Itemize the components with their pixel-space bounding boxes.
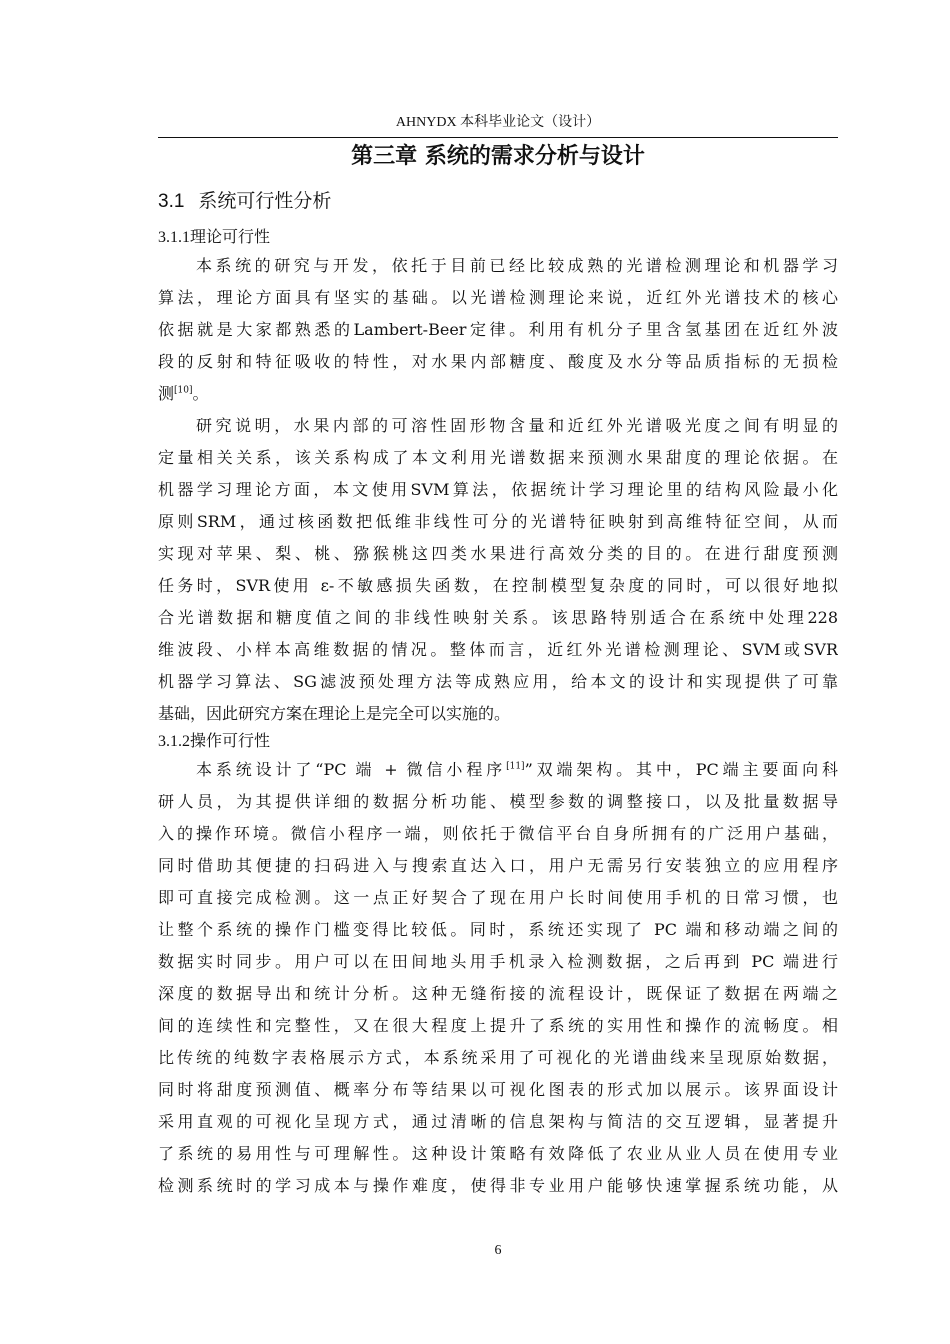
paragraph-line: 基础，因此研究方案在理论上是完全可以实施的。 [158,704,511,723]
paragraph-line [158,754,838,786]
paragraph-line: 让整个系统的操作门槛变得比较低。同时，系统还实现了 PC 端和移动端之间的 [158,920,838,939]
paragraph-line: 算法，理论方面具有坚实的基础。以光谱检测理论来说，近红外光谱技术的核心 [158,288,838,307]
paragraph-line: 即可直接完成检测。这一点正好契合了现在用户长时间使用手机的日常习惯，也 [158,888,838,907]
paragraph-line: 间的连续性和完整性，又在很大程度上提升了系统的实用性和操作的流畅度。相 [158,1016,838,1035]
paragraph-line: 同时借助其便捷的扫码进入与搜索直达入口，用户无需另行安装独立的应用程序 [158,856,838,875]
paragraph-line [158,378,838,410]
line-text: 测 [158,384,175,403]
paragraph-line: 原则SRM，通过核函数把低维非线性可分的光谱特征映射到高维特征空间，从而 [158,512,838,531]
paragraph-theory-1 [158,250,838,410]
subsection-heading-3-1-2 [158,726,270,757]
paragraph-theory-2 [158,410,838,730]
subsection-number: 3.1.1 [158,229,190,246]
paragraph-line: 同时将甜度预测值、概率分布等结果以可视化图表的形式加以展示。该界面设计 [158,1080,838,1099]
paragraph-line: 研人员，为其提供详细的数据分析功能、模型参数的调整接口，以及批量数据导 [158,792,838,811]
citation-marker: [10] [174,385,193,396]
running-header: AHNYDX 本科毕业论文（设计） [395,115,601,130]
subsection-heading-3-1-1 [158,222,270,253]
line-text: ”双端架构。其中，PC端主要面向科 [524,760,838,779]
paragraph-line: 入的操作环境。微信小程序一端，则依托于微信平台自身所拥有的广泛用户基础， [158,824,838,843]
paragraph-line: 本系统的研究与开发，依托于目前已经比较成熟的光谱检测理论和机器学习 [196,256,838,275]
section-number: 3.1 [158,191,185,212]
line-text: 。 [192,384,209,403]
paragraph-line: 依据就是大家都熟悉的Lambert-Beer定律。利用有机分子里含氢基团在近红外波 [158,320,838,339]
section-title: 系统可行性分析 [198,190,332,212]
paragraph-line: 采用直观的可视化呈现方式，通过清晰的信息架构与简洁的交互逻辑，显著提升 [158,1112,838,1131]
header-rule [158,137,838,138]
subsection-number: 3.1.2 [158,733,190,750]
paragraph-operation-1 [158,754,838,1202]
chapter-title: 第三章 系统的需求分析与设计 [351,144,645,169]
paragraph-line: 段的反射和特征吸收的特性，对水果内部糖度、酸度及水分等品质指标的无损检 [158,352,838,371]
paragraph-line: 数据实时同步。用户可以在田间地头用手机录入检测数据，之后再到 PC 端进行 [158,952,838,971]
paragraph-line: 维波段、小样本高维数据的情况。整体而言，近红外光谱检测理论、SVM或SVR [158,640,838,659]
paragraph-line: 实现对苹果、梨、桃、猕猴桃这四类水果进行高效分类的目的。在进行甜度预测 [158,544,838,563]
paragraph-line: 机器学习理论方面，本文使用SVM算法，依据统计学习理论里的结构风险最小化 [158,480,838,499]
citation-marker: [11] [506,761,525,772]
page-number: 6 [494,1243,502,1258]
paragraph-line: 检测系统时的学习成本与操作难度，使得非专业用户能够快速掌握系统功能，从 [158,1176,838,1195]
subsection-title: 理论可行性 [190,227,271,246]
paragraph-line: 机器学习算法、SG滤波预处理方法等成熟应用，给本文的设计和实现提供了可靠 [158,672,838,691]
paragraph-line: 比传统的纯数字表格展示方式，本系统采用了可视化的光谱曲线来呈现原始数据， [158,1048,838,1067]
paragraph-line: 研究说明，水果内部的可溶性固形物含量和近红外光谱吸光度之间有明显的 [196,416,838,435]
subsection-title: 操作可行性 [190,731,271,750]
paragraph-line: 深度的数据导出和统计分析。这种无缝衔接的流程设计，既保证了数据在两端之 [158,984,838,1003]
paragraph-line: 任务时，SVR使用 ε-不敏感损失函数，在控制模型复杂度的同时，可以很好地拟 [158,576,838,595]
paragraph-line: 了系统的易用性与可理解性。这种设计策略有效降低了农业从业人员在使用专业 [158,1144,838,1163]
paragraph-line: 合光谱数据和糖度值之间的非线性映射关系。该思路特别适合在系统中处理228 [158,608,838,627]
line-text: 本系统设计了“PC 端 + 微信小程序 [196,760,507,779]
paragraph-line: 定量相关关系，该关系构成了本文利用光谱数据来预测水果甜度的理论依据。在 [158,448,838,467]
section-heading-3-1 [158,185,331,218]
